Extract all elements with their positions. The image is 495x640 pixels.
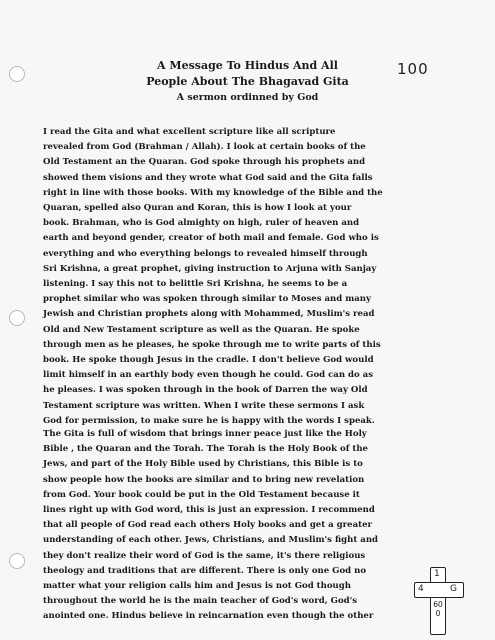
cross-right-char: G: [450, 584, 457, 594]
paragraph-1-line: he pleases. I was spoken through in the book of Darren the way Old: [43, 385, 368, 396]
punch-hole-bottom: [9, 553, 25, 569]
paragraph-2-line: Bible , the Quaran and the Torah. The Torah is the Holy Book of the: [43, 444, 368, 455]
paragraph-2-line: matter what your religion calls him and Jesus is not God though: [43, 581, 351, 592]
title-line-2: People About The Bhagavad Gita: [146, 75, 349, 88]
paragraph-1-line: through men as he pleases, he spoke through me to write parts of this: [43, 339, 381, 350]
document-subtitle: A sermon ordinned by God: [176, 92, 319, 103]
paragraph-1-line: earth and beyond gender, creator of both mail and female. God who is: [43, 233, 379, 244]
paragraph-1-line: book. Brahman, who is God almighty on high, ruler of heaven and: [43, 218, 360, 229]
title-line-1: A Message To Hindus And All: [157, 59, 338, 72]
cross-top-char: 1: [434, 569, 440, 579]
punch-hole-middle: [9, 310, 25, 326]
paragraph-1-line: right in line with those books. With my knowledge of the Bible and the: [43, 187, 383, 198]
body-paragraph-2: [43, 427, 463, 625]
paragraph-2-line: throughout the world he is the main teacher of God's word, God's: [43, 596, 358, 607]
paragraph-1-line: Testament scripture was written. When I write these sermons I ask: [43, 400, 365, 411]
paragraph-2-line: The Gita is full of wisdom that brings inner peace just like the Holy: [43, 429, 367, 439]
paragraph-1-line: Old Testament an the Quaran. God spoke through his prophets and: [43, 157, 366, 168]
paragraph-1-line: God for permission, to make sure he is happy with the words I speak.: [43, 415, 375, 426]
cross-left-char: 4: [418, 584, 424, 594]
body-paragraph-1: [43, 125, 463, 429]
paragraph-1-line: limit himself in an earthly body even though he could. God can do as: [43, 370, 374, 381]
handwritten-page-number: 100: [397, 60, 429, 78]
cross-bottom-text: 600: [433, 600, 443, 618]
paragraph-1-line: Old and New Testament scripture as well as the Quaran. He spoke: [43, 324, 360, 335]
paragraph-1-line: Quaran, spelled also Quran and Koran, this is how I look at your: [43, 203, 352, 214]
paragraph-2-line: theology and traditions that are different. There is only one God no: [43, 565, 367, 576]
paragraph-2-line: show people how the books are similar and to bring new revelation: [43, 474, 365, 485]
paragraph-2-line: anointed one. Hindus believe in reincarnation even though the other: [43, 611, 374, 622]
paragraph-1-line: I read the Gita and what excellent scripture like all scripture: [43, 127, 336, 137]
paragraph-1-line: prophet similar who was spoken through similar to Moses and many: [43, 294, 371, 305]
paragraph-2-line: Jews, and part of the Holy Bible used by Christians, this Bible is to: [43, 459, 363, 470]
paragraph-1-line: Sri Krishna, a great prophet, giving instruction to Arjuna with Sanjay: [43, 263, 377, 274]
paragraph-1-line: everything and who everything belongs to revealed himself through: [43, 248, 368, 259]
paragraph-2-line: understanding of each other. Jews, Christians, and Muslim's fight and: [43, 535, 379, 546]
paragraph-2-line: from God. Your book could be put in the Old Testament because it: [43, 489, 360, 500]
paragraph-2-line: they don't realize their word of God is the same, it's there religious: [43, 550, 366, 561]
handwritten-cross-mark: [414, 567, 466, 635]
paragraph-2-line: that all people of God read each others Holy books and get a greater: [43, 520, 373, 531]
paragraph-1-line: listening. I say this not to belittle Sri Krishna, he seems to be a: [43, 279, 348, 290]
paragraph-1-line: book. He spoke though Jesus in the cradle. I don't believe God would: [43, 355, 374, 366]
paragraph-2-line: lines right up with God word, this is just an expression. I recommend: [43, 505, 375, 516]
paragraph-1-line: revealed from God (Brahman / Allah). I look at certain books of the: [43, 142, 366, 153]
paragraph-1-line: Jewish and Christian prophets along with Mohammed, Muslim's read: [43, 309, 375, 320]
paragraph-1-line: showed them visions and they wrote what God said and the Gita falls: [43, 172, 373, 183]
